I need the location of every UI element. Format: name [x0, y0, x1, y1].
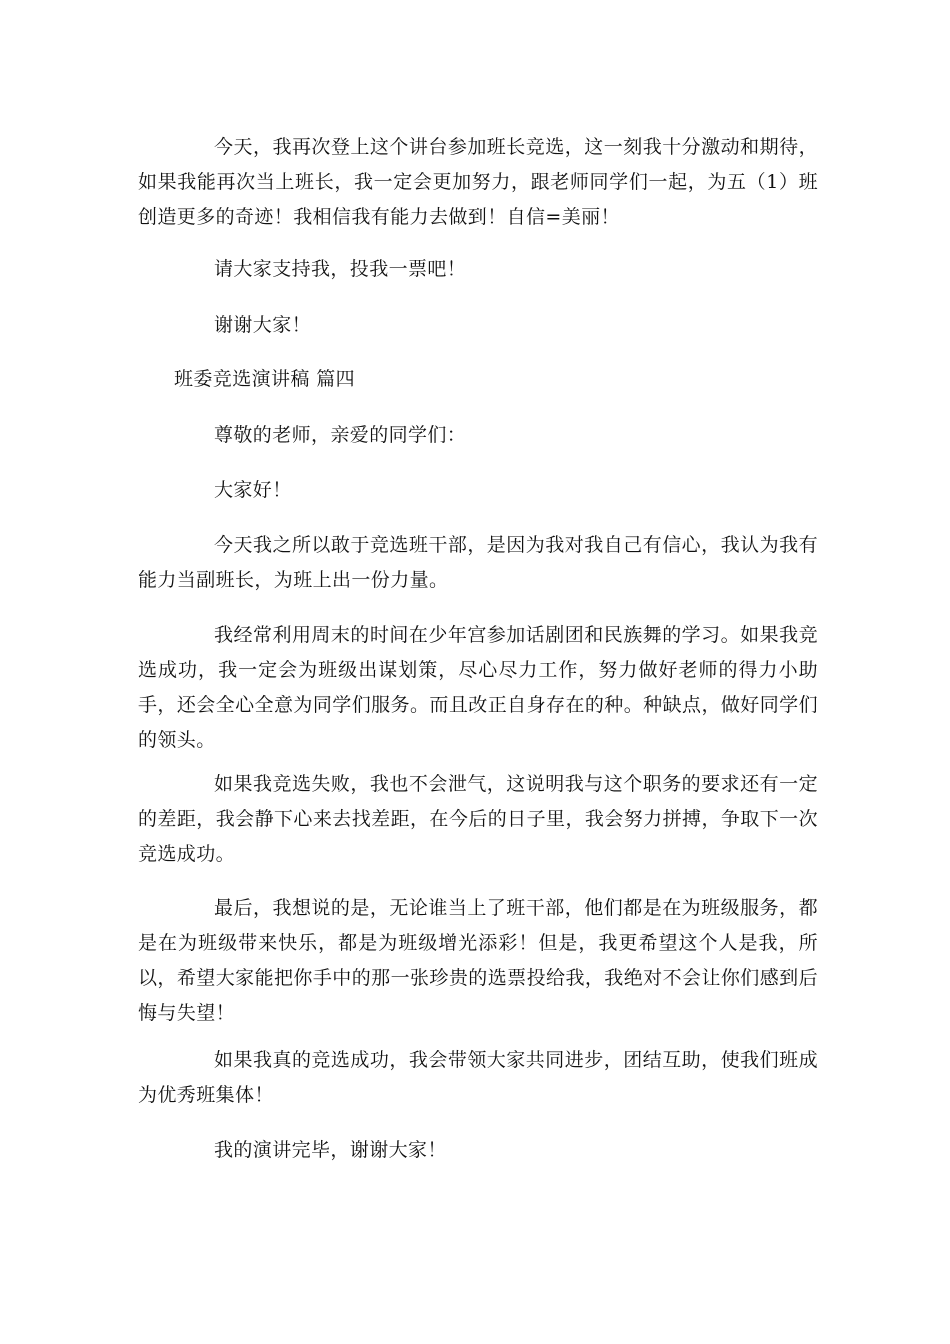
paragraph-experience: 我经常利用周末的时间在少年宫参加话剧团和民族舞的学习。如果我竞选成功，我一定会为班级出谋划策，尽心尽力工作，努力做好老师的得力小助手，还会全心全意为同学们服务。而且改正自身存在的种。种缺点，做好同学们的领头。: [138, 624, 818, 751]
paragraph-greeting: 大家好！: [214, 479, 292, 501]
paragraph-intro: 今天，我再次登上这个讲台参加班长竞选，这一刻我十分激动和期待，如果我能再次当上班长，我一定会更加努力，跟老师同学们一起，为五（1）班创造更多的奇迹！我相信我有能力去做到！自信=美丽！: [138, 136, 818, 228]
paragraph-if-fail: 如果我竞选失败，我也不会泄气，这说明我与这个职务的要求还有一定的差距，我会静下心来去找差距，在今后的日子里，我会努力拼搏，争取下一次竞选成功。: [138, 773, 818, 865]
section-heading: 班委竞选演讲稿 篇四: [174, 368, 356, 390]
paragraph-if-success: 如果我真的竞选成功，我会带领大家共同进步，团结互助，使我们班成为优秀班集体！: [138, 1049, 818, 1106]
paragraph-salutation: 尊敬的老师，亲爱的同学们：: [214, 424, 467, 446]
paragraph-confidence: 今天我之所以敢于竞选班干部，是因为我对我自己有信心，我认为我有能力当副班长，为班上出一份力量。: [138, 534, 818, 591]
paragraph-conclusion: 最后，我想说的是，无论谁当上了班干部，他们都是在为班级服务，都是在为班级带来快乐，都是为班级增光添彩！但是，我更希望这个人是我，所以，希望大家能把你手中的那一张珍贵的选票投给我，我绝对不会让你们感到后悔与失望！: [138, 897, 818, 1024]
paragraph-closing: 我的演讲完毕，谢谢大家！: [214, 1139, 447, 1161]
paragraph-thanks: 谢谢大家！: [214, 314, 312, 336]
paragraph-support: 请大家支持我，投我一票吧！: [214, 258, 467, 280]
